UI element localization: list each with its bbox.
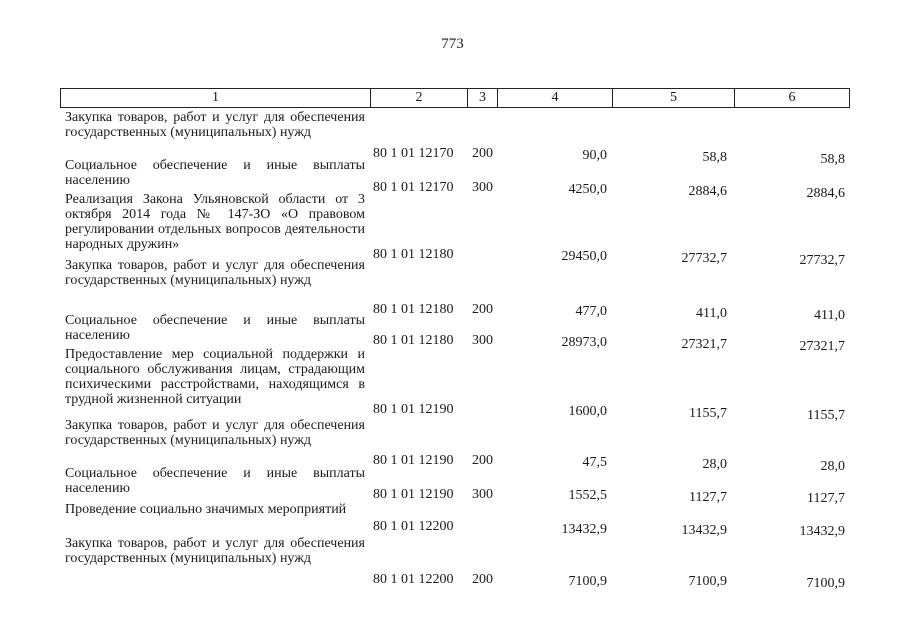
- row-col5: 2884,6: [688, 184, 727, 199]
- row-col4: 477,0: [575, 304, 607, 319]
- row-col6: 58,8: [820, 152, 845, 167]
- header-col-1: 1: [61, 89, 371, 107]
- row-vr: 300: [472, 333, 493, 348]
- row-vr: 200: [472, 572, 493, 587]
- row-col4: 7100,9: [568, 574, 607, 589]
- row-col4: 29450,0: [561, 249, 607, 264]
- row-col6: 13432,9: [799, 524, 845, 539]
- header-col-4: 4: [498, 89, 613, 107]
- row-name: Закупка товаров, работ и услуг для обеспечения государственных (муниципальных) нужд: [65, 536, 365, 566]
- row-col5: 27732,7: [681, 251, 727, 266]
- row-code: 80 1 01 12180: [373, 333, 454, 348]
- row-col6: 411,0: [814, 308, 845, 323]
- row-col4: 13432,9: [561, 522, 607, 537]
- header-col-5: 5: [613, 89, 735, 107]
- row-col4: 90,0: [582, 148, 607, 163]
- row-col5: 13432,9: [681, 523, 727, 538]
- row-col6: 28,0: [820, 459, 845, 474]
- row-vr: 200: [472, 302, 493, 317]
- row-code: 80 1 01 12170: [373, 180, 454, 195]
- row-col5: 1155,7: [689, 406, 727, 421]
- row-col6: 27321,7: [799, 339, 845, 354]
- row-code: 80 1 01 12190: [373, 453, 454, 468]
- row-code: 80 1 01 12190: [373, 402, 454, 417]
- row-col4: 28973,0: [561, 335, 607, 350]
- row-col6: 1127,7: [807, 491, 845, 506]
- table-header: [60, 88, 850, 108]
- row-col5: 58,8: [702, 150, 727, 165]
- row-vr: 200: [472, 453, 493, 468]
- page-number: 773: [441, 36, 464, 52]
- row-col4: 4250,0: [568, 182, 607, 197]
- row-name: Социальное обеспечение и иные выплаты населению: [65, 313, 365, 343]
- row-vr: 200: [472, 146, 493, 161]
- row-col6: 27732,7: [799, 253, 845, 268]
- row-name: Предоставление мер социальной поддержки и социального обслуживания лицам, страдающим психическими расстройствами, находящимся в трудной жизненной ситуации: [65, 347, 365, 407]
- row-vr: 300: [472, 180, 493, 195]
- row-name: Закупка товаров, работ и услуг для обеспечения государственных (муниципальных) нужд: [65, 418, 365, 448]
- header-col-3: 3: [468, 89, 498, 107]
- row-code: 80 1 01 12180: [373, 247, 454, 262]
- row-col6: 2884,6: [806, 186, 845, 201]
- row-name: Реализация Закона Ульяновской области от 3 октября 2014 года № 147-ЗО «О правовом регулировании отдельных вопросов деятельности народных дружин»: [65, 192, 365, 252]
- header-col-6: 6: [788, 90, 796, 105]
- header-col-2: 2: [371, 89, 468, 107]
- row-col4: 47,5: [582, 455, 607, 470]
- row-col5: 411,0: [696, 306, 727, 321]
- row-code: 80 1 01 12200: [373, 519, 454, 534]
- row-name: Проведение социально значимых мероприятий: [65, 502, 347, 517]
- row-col4: 1552,5: [568, 488, 607, 503]
- row-col5: 1127,7: [689, 490, 727, 505]
- row-code: 80 1 01 12170: [373, 146, 454, 161]
- row-name: Социальное обеспечение и иные выплаты населению: [65, 158, 365, 188]
- row-code: 80 1 01 12180: [373, 302, 454, 317]
- row-col5: 28,0: [702, 457, 727, 472]
- row-col5: 7100,9: [688, 574, 727, 589]
- row-col5: 27321,7: [681, 337, 727, 352]
- row-col6: 7100,9: [806, 576, 845, 591]
- row-code: 80 1 01 12200: [373, 572, 454, 587]
- row-col6: 1155,7: [807, 408, 845, 423]
- row-col4: 1600,0: [568, 404, 607, 419]
- row-name: Социальное обеспечение и иные выплаты населению: [65, 466, 365, 496]
- row-name: Закупка товаров, работ и услуг для обеспечения государственных (муниципальных) нужд: [65, 110, 365, 140]
- row-name: Закупка товаров, работ и услуг для обеспечения государственных (муниципальных) нужд: [65, 258, 365, 288]
- row-code: 80 1 01 12190: [373, 487, 454, 502]
- row-vr: 300: [472, 487, 493, 502]
